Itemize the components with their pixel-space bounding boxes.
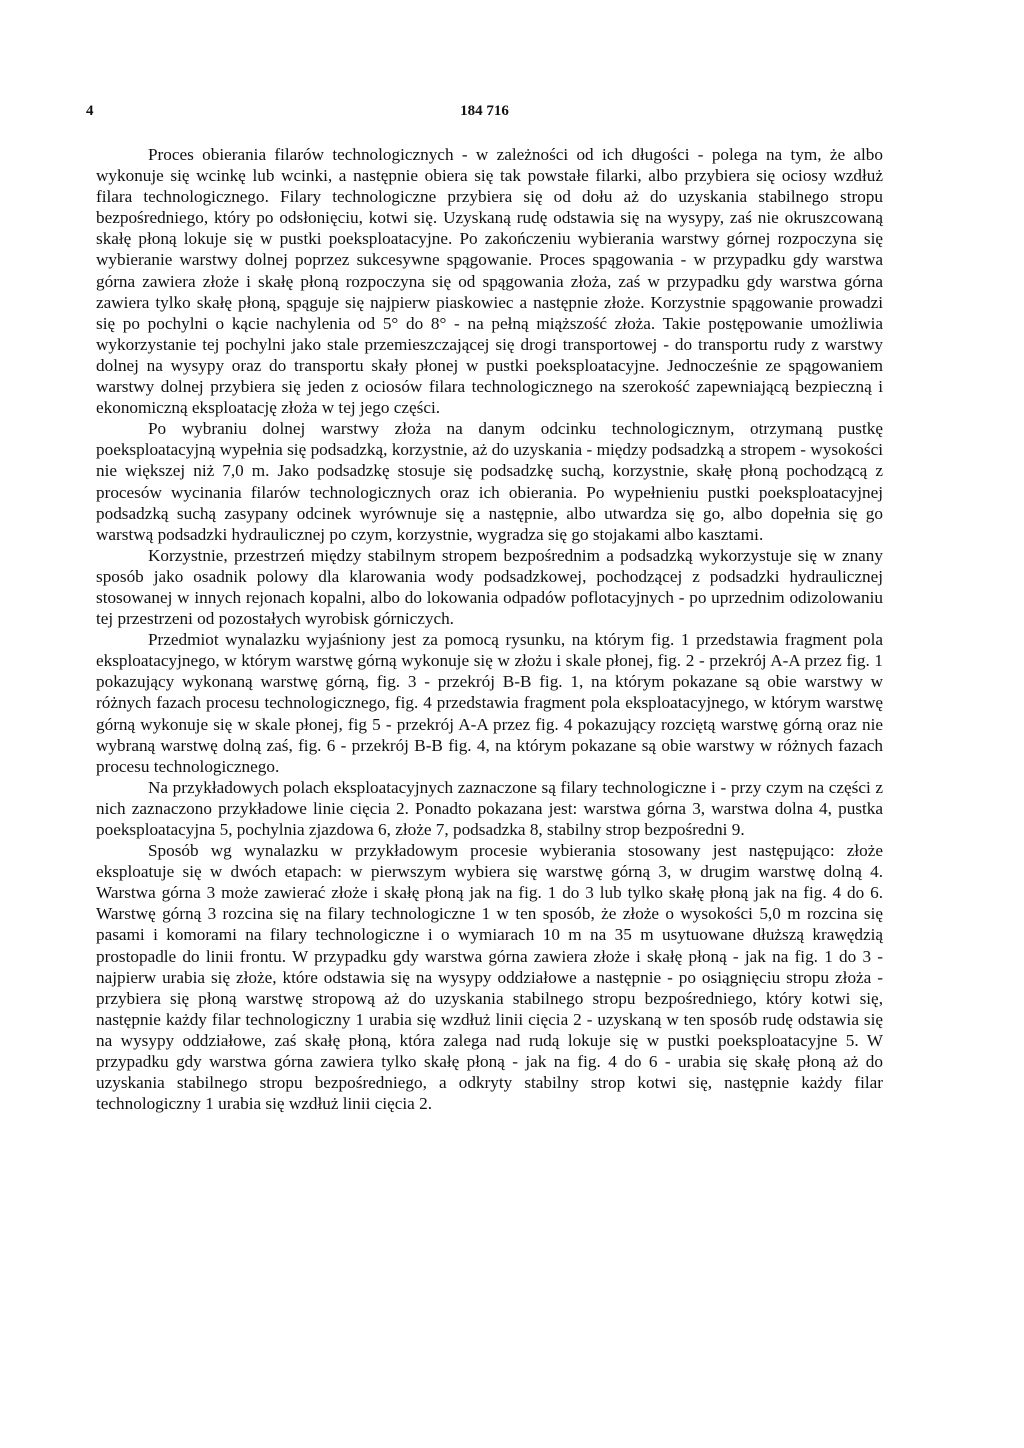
paragraph: Po wybraniu dolnej warstwy złoża na danym odcinku technologicznym, otrzymaną pustkę poeksploatacyjną wypełnia się podsadzką, korzystnie, aż do uzyskania - między podsadzką a stropem - wysokości nie większej niż 7,0 m. Jako podsadzkę stosuje się podsadzkę suchą, korzystnie, skałę płoną pochodzącą z procesów wycinania filarów technologicznych oraz ich obierania. Po wypełnieniu pustki poeksploatacyjnej podsadzką suchą zasypany odcinek wyrównuje się a następnie, albo utwardza się go, albo dopełnia się go warstwą podsadzki hydraulicznej po czym, korzystnie, wygradza się go stojakami albo kasztami. bbox=[96, 419, 883, 544]
paragraph: Korzystnie, przestrzeń między stabilnym stropem bezpośrednim a podsadzką wykorzystuje się w znany sposób jako osadnik polowy dla klarowania wody podsadzkowej, pochodzącej z podsadzki hydraulicznej stosowanej w innych rejonach kopalni, albo do lokowania odpadów poflotacyjnych - po uprzednim odizolowaniu tej przestrzeni od pozostałych wyrobisk górniczych. bbox=[96, 545, 883, 629]
page-header bbox=[86, 103, 883, 127]
paragraph: Proces obierania filarów technologicznych - w zależności od ich długości - polega na tym, że albo wykonuje się wcinkę lub wcinki, a następnie obiera się tak powstałe filarki, albo przybiera się ociosy wzdłuż filara technologicznego. Filary technologiczne przybiera się od dołu aż do uzyskania stabilnego stropu bezpośredniego, który po odsłonięciu, kotwi się. Uzyskaną rudę odstawia się na wysypy, zaś nie okruszcowaną skałę płoną lokuje się w pustki poeksploatacyjne. Po zakończeniu wybierania warstwy górnej rozpoczyna się wybieranie warstwy dolnej poprzez sukcesywne spągowanie. Proces spągowania - w przypadku gdy warstwa górna zawiera złoże i skałę płoną rozpoczyna się od spągowania złoża, zaś w przypadku gdy warstwa górna zawiera tylko skałę płoną, spąguje się najpierw piaskowiec a następnie złoże. Korzystnie spągowanie prowadzi się po pochylni o kącie nachylenia od 5° do 8° - na pełną miąższość złoża. Takie postępowanie umożliwia wykorzystanie tej pochylni jako stale przemieszczającej się drogi transportowej - do transportu rudy z warstwy dolnej na wysypy oraz do transportu skały płonej w pustki poeksploatacyjne. Jednocześnie ze spągowaniem warstwy dolnej przybiera się jeden z ociosów filara technologicznego na szerokość zapewniającą bezpieczną i ekonomiczną eksploatację złoża w tej jego części. bbox=[96, 145, 883, 418]
paragraph: Przedmiot wynalazku wyjaśniony jest za pomocą rysunku, na którym fig. 1 przedstawia fragment pola eksploatacyjnego, w którym warstwę górną wykonuje się w złożu i skale płonej, fig. 2 - przekrój A-A przez fig. 1 pokazujący wykonaną warstwę górną, fig. 3 - przekrój B-B fig. 1, na którym pokazane są obie warstwy w różnych fazach procesu technologicznego, fig. 4 przedstawia fragment pola eksploatacyjnego, w którym warstwę górną wykonuje się w skale płonej, fig 5 - przekrój A-A przez fig. 4 pokazujący rozciętą warstwę górną oraz nie wybraną warstwę dolną zaś, fig. 6 - przekrój B-B fig. 4, na którym pokazane są obie warstwy w różnych fazach procesu technologicznego. bbox=[96, 630, 883, 776]
paragraph: Sposób wg wynalazku w przykładowym procesie wybierania stosowany jest następująco: złoże eksploatuje się w dwóch etapach: w pierwszym wybiera się warstwę górną 3, w drugim warstwę dolną 4. Warstwa górna 3 może zawierać złoże i skałę płoną jak na fig. 1 do 3 lub tylko skałę płoną jak na fig. 4 do 6. Warstwę górną 3 rozcina się na filary technologiczne 1 w ten sposób, że złoże o wysokości 5,0 m rozcina się pasami i komorami na filary technologiczne i o wymiarach 10 m na 35 m usytuowane dłuższą krawędzią prostopadle do linii frontu. W przypadku gdy warstwa górna zawiera złoże i skałę płoną - jak na fig. 1 do 3 - najpierw urabia się złoże, które odstawia się na wysypy oddziałowe a następnie - po osiągnięciu stropu złoża - przybiera się płoną warstwę stropową aż do uzyskania stabilnego stropu bezpośredniego, który kotwi się, następnie każdy filar technologiczny 1 urabia się wzdłuż linii cięcia 2 - uzyskaną w ten sposób rudę odstawia się na wysypy oddziałowe, zaś skałę płoną, która zalega nad rudą lokuje się w pustki poeksploatacyjne 5. W przypadku gdy warstwa górna zawiera tylko skałę płoną - jak na fig. 4 do 6 - urabia się skałę płoną aż do uzyskania stabilnego stropu bezpośredniego, a odkryty stabilny strop kotwi się, następnie każdy filar technologiczny 1 urabia się wzdłuż linii cięcia 2. bbox=[96, 841, 883, 1114]
paragraph: Na przykładowych polach eksploatacyjnych zaznaczone są filary technologiczne i - przy czym na części z nich zaznaczono przykładowe linie cięcia 2. Ponadto pokazana jest: warstwa górna 3, warstwa dolna 4, pustka poeksploatacyjna 5, pochylnia zjazdowa 6, złoże 7, podsadzka 8, stabilny strop bezpośredni 9. bbox=[96, 777, 883, 839]
page-number: 4 bbox=[86, 103, 94, 119]
body-text bbox=[96, 144, 883, 1114]
patent-number: 184 716 bbox=[460, 103, 509, 119]
